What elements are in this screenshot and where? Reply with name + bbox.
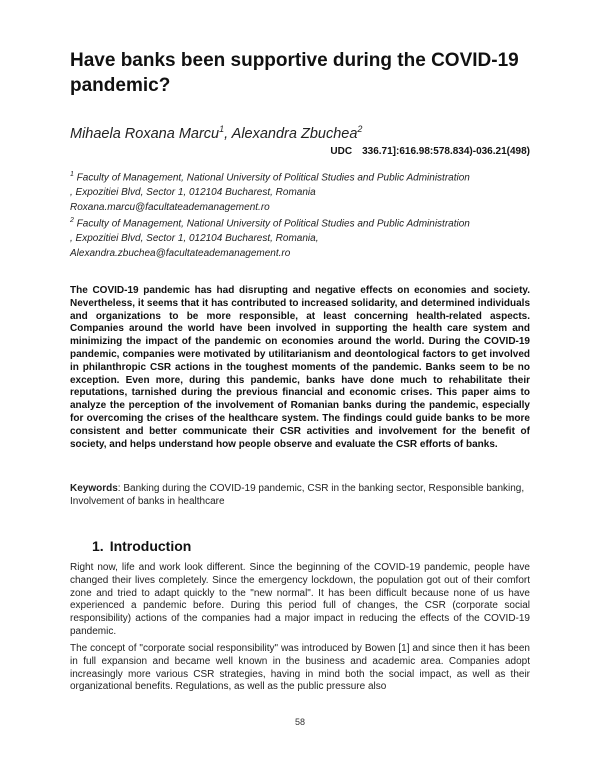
section-number: 1. [92, 538, 104, 554]
affiliation-address: , Expozitiei Blvd, Sector 1, 012104 Bucharest, Romania [70, 187, 316, 199]
paper-title: Have banks been supportive during the COVID-19 pandemic? [70, 50, 519, 96]
keywords [70, 482, 530, 508]
udc-classification [330, 146, 530, 157]
author-separator: , [224, 125, 232, 142]
affiliation-marker: 1 [70, 171, 74, 178]
author-affiliation-marker: 1 [219, 124, 225, 134]
abstract: The COVID-19 pandemic has had disrupting and negative effects on economies and society. Nevertheless, it seems that it has contributed to increased solidarity, and determined individuals and organizations to be more responsible, at least concerning health-related aspects. Companies around the world have been involved in supporting the health care system and minimizing the impact of the pandemic on economies around the world. During the COVID-19 pandemic, companies were motivated by utilitarianism and deontological factors to get involved in philanthropic CSR actions in the toughest moments of the pandemic. Banks seem to be no exception. Even more, during this pandemic, banks have done much to rehabilitate their reputations, tarnished during the previous financial and economic crises. This paper aims to analyze the perception of the involvement of Romanian banks during the pandemic, especially for overcoming the crises of the healthcare system. The findings could guide banks to be more consistent and better communicate their CSR activities and involvement for the benefit of society, and helps understand how people observe and evaluate the CSR efforts of banks. [70, 285, 530, 450]
section-title: Introduction [109, 538, 192, 554]
keywords-text: : Banking during the COVID-19 pandemic, CSR in the banking sector, Responsible banking, Involvement of banks in healthcare [70, 483, 525, 507]
author-name: Mihaela Roxana Marcu [70, 125, 220, 142]
author-name: Alexandra Zbuchea [231, 125, 358, 142]
body-paragraph: The concept of "corporate social responsibility" was introduced by Bowen [1] and since then it has been in full expansion and became well known in the business and academic area. Companies adopt increasingly more various CSR strategies, having in mind both the social impact, as well as their organizational benefits. Regulations, as well as the public pressure also [70, 643, 530, 693]
keywords-label: Keywords [70, 483, 118, 494]
section-heading [92, 538, 191, 554]
affiliation-email[interactable]: Roxana.marcu@facultateademanagement.ro [70, 202, 270, 214]
affiliation-email[interactable]: Alexandra.zbuchea@facultateademanagement.ro [70, 248, 291, 260]
body-paragraph: Right now, life and work look different. Since the beginning of the COVID-19 pandemic, people have changed their lives completely. Since the emergency lockdown, the population got out of their comfort zone and tried to adapt quickly to the "new normal". It has been difficult because none of us have experienced a pandemic before. During this period full of changes, the CSR (corporate social responsibility) actions of the companies had a major impact in reducing the effects of the COVID-19 pandemic. [70, 562, 530, 637]
affiliation-line: $^1$ Faculty of Management, National University of Political Studies and Public Administration [70, 171, 470, 184]
udc-label: UDC [330, 146, 353, 157]
author-affiliation-marker: 2 [357, 124, 363, 134]
affiliation-marker: 2 [70, 217, 74, 224]
affiliation-line: $^2$ Faculty of Management, National University of Political Studies and Public Administration [70, 217, 470, 230]
page-number: 58 [294, 717, 305, 727]
affiliation-block [70, 167, 530, 215]
udc-code: 336.71]:616.98:578.834)-036.21(498) [362, 146, 530, 157]
affiliation-block [70, 213, 530, 261]
affiliation-address: , Expozitiei Blvd, Sector 1, 012104 Bucharest, Romania, [70, 233, 319, 245]
author-list [70, 124, 362, 142]
